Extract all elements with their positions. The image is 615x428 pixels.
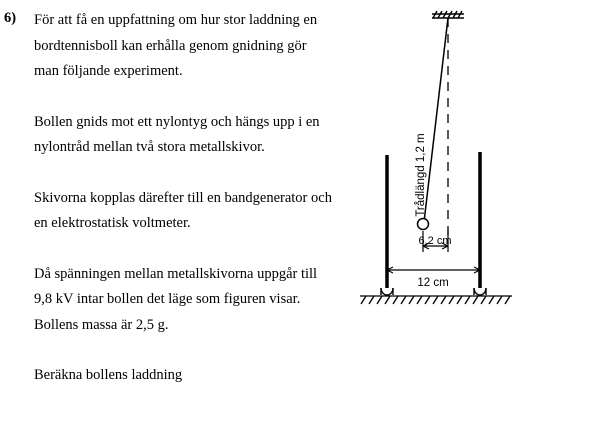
paragraph-data: Då spänningen mellan metallskivorna uppgår till 9,8 kV intar bollen det läge som figuren visar. Bollens massa är 2,5 g. bbox=[34, 265, 318, 333]
thread-length-label: Trådlängd 1,2 m bbox=[415, 133, 427, 217]
separation-label: 12 cm bbox=[417, 277, 449, 289]
plate-feet bbox=[381, 288, 486, 295]
thread-line bbox=[424, 18, 448, 222]
physics-figure bbox=[336, 0, 615, 320]
ground-line bbox=[360, 296, 512, 304]
paragraph-intro: För att få en uppfattning om hur stor laddning en bordtennisboll kan erhålla genom gnidning gör man följande experiment. bbox=[34, 12, 318, 79]
separation-dimension bbox=[387, 258, 480, 276]
ceiling-support bbox=[432, 11, 464, 18]
paragraph-question: Beräkna bollens laddning bbox=[34, 367, 183, 383]
paragraph-setup: Bollen gnids mot ett nylontyg och hängs upp i en nylontråd mellan två stora metallskivor. bbox=[34, 113, 320, 155]
problem-text bbox=[34, 8, 334, 389]
offset-label: 6,2 cm bbox=[418, 235, 452, 247]
ping-pong-ball bbox=[418, 219, 429, 230]
paragraph-connection: Skivorna kopplas därefter till en bandgenerator och en elektrostatisk voltmeter. bbox=[34, 189, 332, 231]
problem-number: 6) bbox=[4, 10, 17, 26]
